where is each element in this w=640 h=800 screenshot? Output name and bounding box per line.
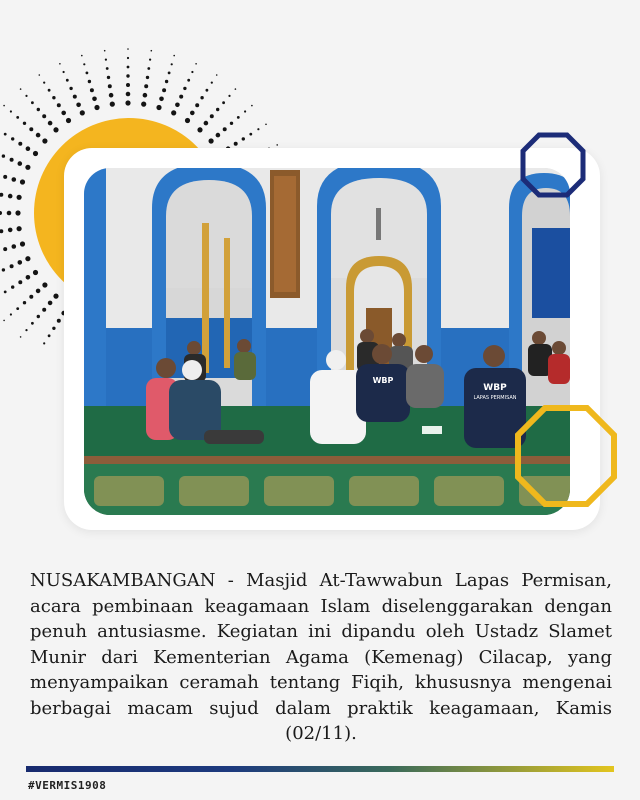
- shirt-label-1: WBP: [372, 376, 394, 385]
- mosque-photo: [84, 168, 570, 515]
- hashtag-label: #VERMIS1908: [28, 779, 107, 792]
- shirt-label-2-sub: LAPAS PERMISAN: [473, 395, 517, 401]
- mosque-scene: [84, 168, 570, 515]
- shirt-label-2: WBP: [483, 383, 507, 393]
- yellow-octagon-icon: [513, 403, 619, 509]
- navy-octagon-icon: [518, 130, 588, 200]
- news-caption: NUSAKAMBANGAN - Masjid At-Tawwabun Lapas Permisan, acara pembinaan keagamaan Islam diselenggarakan dengan penuh antusiasme. Kegiatan ini dipandu oleh Ustadz Slamet Munir dari Kementerian Agama (Kemenag) Cilacap, yang menyampaikan ceramah tentang Fiqih, khususnya mengenai berbagai macam sujud dalam praktik keagamaan, Kamis (02/11).: [30, 570, 612, 744]
- gradient-bar: [26, 766, 614, 772]
